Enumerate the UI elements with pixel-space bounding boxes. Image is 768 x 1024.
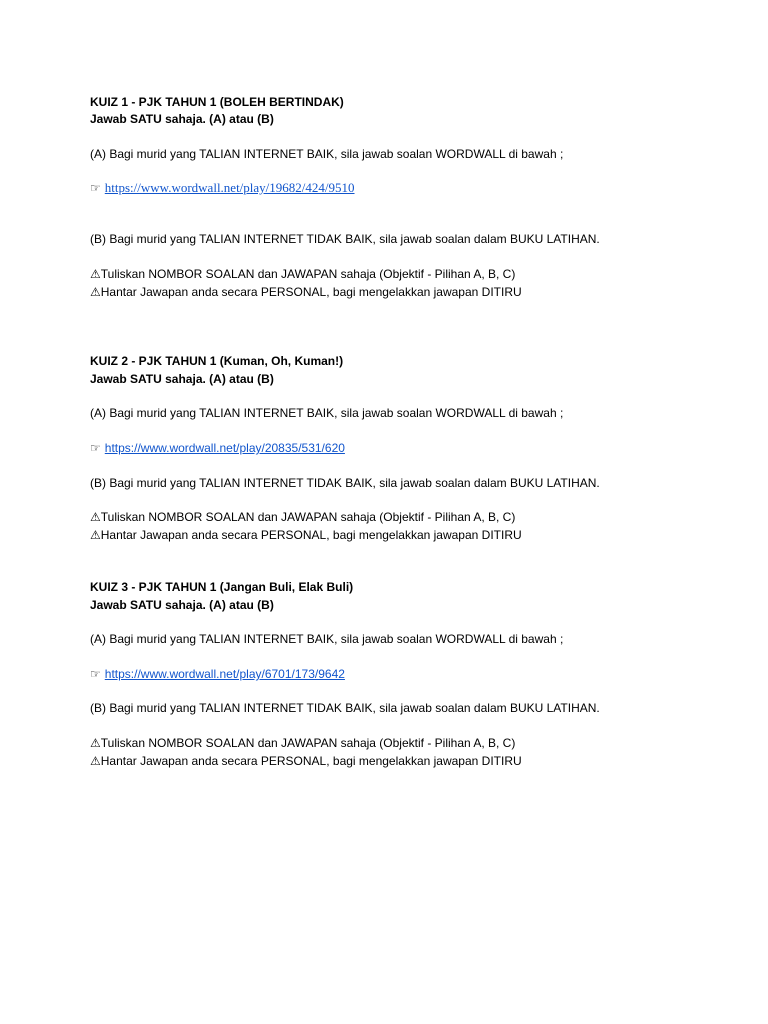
quiz-3-note-1: [90, 735, 515, 751]
quiz-3-title: KUIZ 3 - PJK TAHUN 1 (Jangan Buli, Elak Buli): [90, 580, 354, 594]
quiz-1-wordwall-link[interactable]: https://www.wordwall.net/play/19682/424/9510: [104, 180, 355, 195]
quiz-3-link-row: [90, 666, 345, 682]
quiz-1-note-1-text: Tuliskan NOMBOR SOALAN dan JAWAPAN sahaja (Objektif - Pilihan A, B, C): [100, 267, 516, 281]
pointing-hand-icon: ☞: [90, 441, 101, 455]
quiz-3-instruction: Jawab SATU sahaja. (A) atau (B): [90, 598, 274, 612]
warning-icon: ⚠: [90, 285, 101, 299]
quiz-2-title: KUIZ 2 - PJK TAHUN 1 (Kuman, Oh, Kuman!): [90, 354, 344, 368]
quiz-3-option-b: (B) Bagi murid yang TALIAN INTERNET TIDAK BAIK, sila jawab soalan dalam BUKU LATIHAN.: [90, 701, 600, 715]
quiz-2-note-2-text: Hantar Jawapan anda secara PERSONAL, bagi mengelakkan jawapan DITIRU: [100, 528, 522, 542]
warning-icon: ⚠: [90, 736, 101, 750]
quiz-3-wordwall-link[interactable]: https://www.wordwall.net/play/6701/173/9642: [104, 667, 345, 681]
quiz-1-option-b: (B) Bagi murid yang TALIAN INTERNET TIDAK BAIK, sila jawab soalan dalam BUKU LATIHAN.: [90, 232, 600, 246]
quiz-1-option-a: (A) Bagi murid yang TALIAN INTERNET BAIK, sila jawab soalan WORDWALL di bawah ;: [90, 147, 564, 161]
quiz-2-note-2: [90, 527, 522, 543]
quiz-1-link-row: [90, 180, 355, 196]
quiz-2-wordwall-link[interactable]: https://www.wordwall.net/play/20835/531/620: [104, 441, 345, 455]
quiz-3-note-2-text: Hantar Jawapan anda secara PERSONAL, bagi mengelakkan jawapan DITIRU: [100, 754, 522, 768]
pointing-hand-icon: ☞: [90, 181, 101, 195]
quiz-2-instruction: Jawab SATU sahaja. (A) atau (B): [90, 372, 274, 386]
warning-icon: ⚠: [90, 754, 101, 768]
quiz-2-option-a: (A) Bagi murid yang TALIAN INTERNET BAIK, sila jawab soalan WORDWALL di bawah ;: [90, 406, 564, 420]
quiz-1-title: KUIZ 1 - PJK TAHUN 1 (BOLEH BERTINDAK): [90, 95, 344, 109]
quiz-1-instruction: Jawab SATU sahaja. (A) atau (B): [90, 112, 274, 126]
warning-icon: ⚠: [90, 528, 101, 542]
quiz-1-note-1: [90, 266, 515, 282]
warning-icon: ⚠: [90, 267, 101, 281]
quiz-2-note-1-text: Tuliskan NOMBOR SOALAN dan JAWAPAN sahaja (Objektif - Pilihan A, B, C): [100, 510, 516, 524]
quiz-1-note-2-text: Hantar Jawapan anda secara PERSONAL, bagi mengelakkan jawapan DITIRU: [100, 285, 522, 299]
pointing-hand-icon: ☞: [90, 667, 101, 681]
warning-icon: ⚠: [90, 510, 101, 524]
quiz-2-note-1: [90, 509, 515, 525]
quiz-2-link-row: [90, 440, 345, 456]
quiz-1-note-2: [90, 284, 522, 300]
quiz-3-note-2: [90, 753, 522, 769]
quiz-3-option-a: (A) Bagi murid yang TALIAN INTERNET BAIK, sila jawab soalan WORDWALL di bawah ;: [90, 632, 564, 646]
quiz-3-note-1-text: Tuliskan NOMBOR SOALAN dan JAWAPAN sahaja (Objektif - Pilihan A, B, C): [100, 736, 516, 750]
quiz-2-option-b: (B) Bagi murid yang TALIAN INTERNET TIDAK BAIK, sila jawab soalan dalam BUKU LATIHAN.: [90, 476, 600, 490]
